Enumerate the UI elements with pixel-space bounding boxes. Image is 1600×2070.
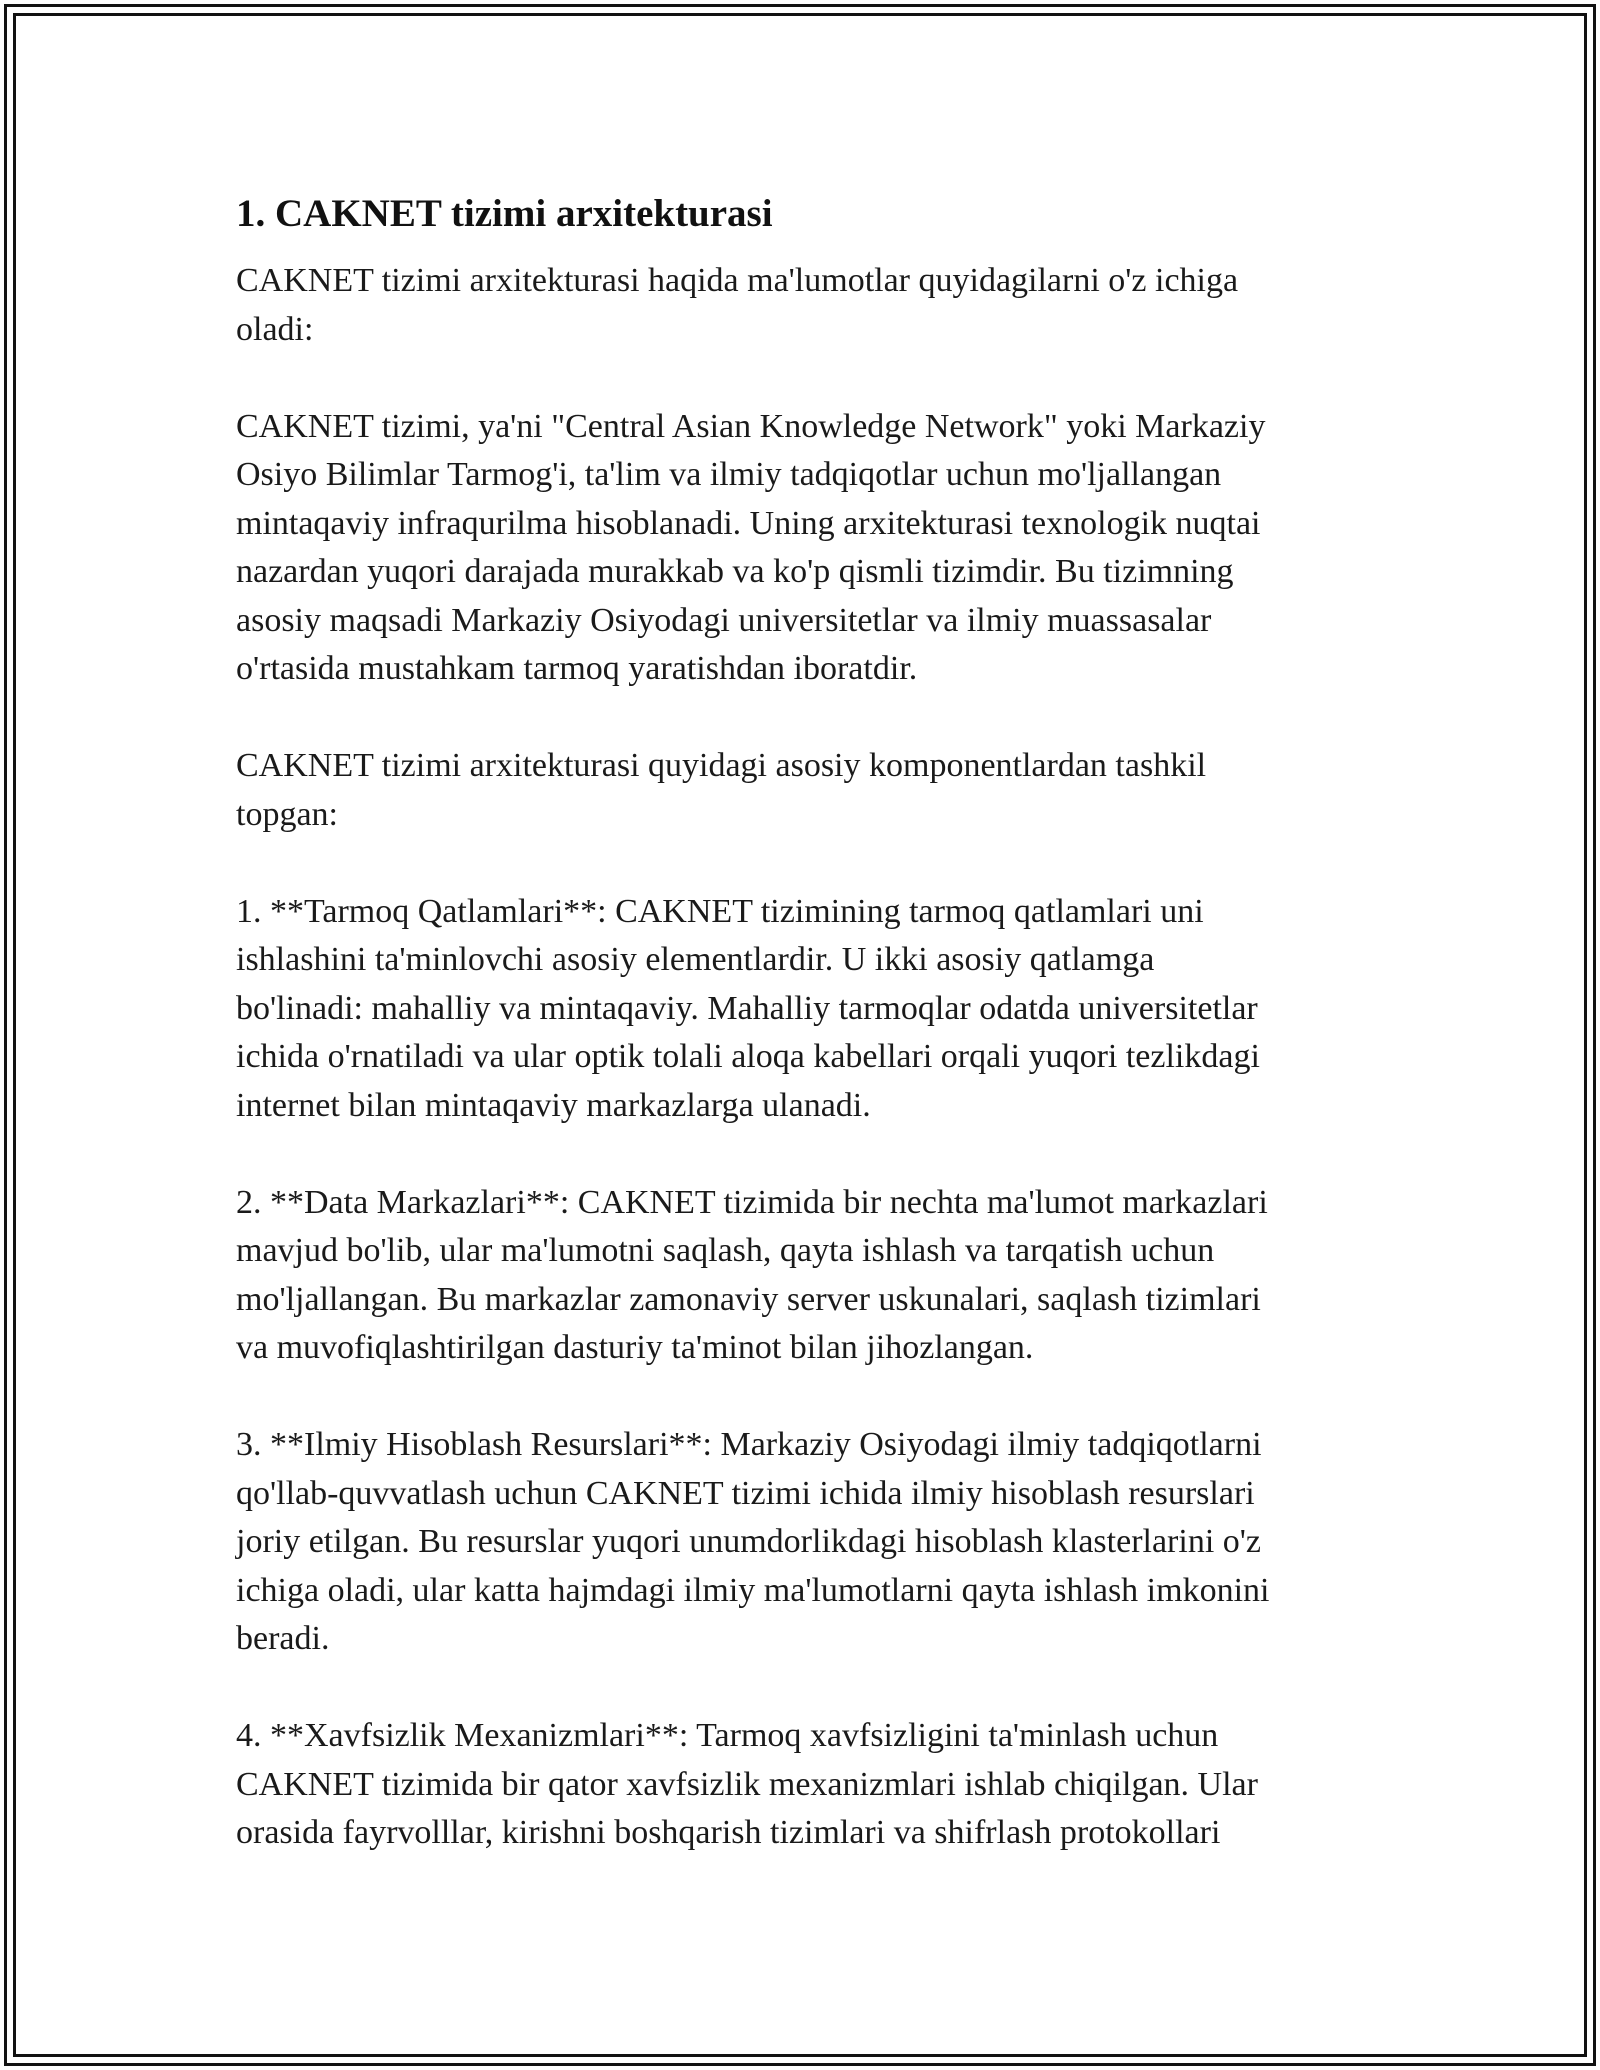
paragraph-intro bbox=[236, 257, 1356, 354]
text-line: bo'linadi: mahalliy va mintaqaviy. Mahalliy tarmoqlar odatda universitetlar bbox=[236, 989, 1258, 1027]
list-item-security-mechanisms bbox=[236, 1712, 1356, 1858]
text-line: qo'llab-quvvatlash uchun CAKNET tizimi ichida ilmiy hisoblash resurslari bbox=[236, 1474, 1255, 1512]
text-line: Osiyo Bilimlar Tarmog'i, ta'lim va ilmiy tadqiqotlar uchun mo'ljallangan bbox=[236, 456, 1222, 493]
text-line: ichiga oladi, ular katta hajmdagi ilmiy ma'lumotlarni qayta ishlash imkonini bbox=[236, 1571, 1270, 1609]
text-line: orasida fayrvolllar, kirishni boshqarish tizimlari va shifrlash protokollari bbox=[236, 1814, 1221, 1851]
text-line: ichida o'rnatiladi va ular optik tolali aloqa kabellari orqali yuqori tezlikdagi bbox=[236, 1038, 1260, 1075]
list-item-data-centers bbox=[236, 1179, 1356, 1373]
text-line: CAKNET tizimida bir qator xavfsizlik mexanizmlari ishlab chiqilgan. Ular bbox=[236, 1765, 1258, 1803]
text-line: mo'ljallangan. Bu markazlar zamonaviy server uskunalari, saqlash tizimlari bbox=[236, 1280, 1261, 1318]
text-line: CAKNET tizimi arxitekturasi haqida ma'lumotlar quyidagilarni o'z ichiga bbox=[236, 262, 1239, 299]
text-line: ishlashini ta'minlovchi asosiy elementlardir. U ikki asosiy qatlamga bbox=[236, 941, 1155, 978]
text-line: joriy etilgan. Bu resurslar yuqori unumdorlikdagi hisoblash klasterlarini o'z bbox=[236, 1523, 1261, 1560]
text-line: oladi: bbox=[236, 310, 314, 348]
list-item-network-layers bbox=[236, 888, 1356, 1131]
section-heading: 1. CAKNET tizimi arxitekturasi bbox=[236, 192, 773, 235]
list-item-computing-resources bbox=[236, 1421, 1356, 1664]
text-line: 2. **Data Markazlari**: CAKNET tizimida bir nechta ma'lumot markazlari bbox=[236, 1183, 1268, 1221]
text-line: mintaqaviy infraqurilma hisoblanadi. Uning arxitekturasi texnologik nuqtai bbox=[236, 504, 1261, 542]
text-line: mavjud bo'lib, ular ma'lumotni saqlash, qayta ishlash va tarqatish uchun bbox=[236, 1232, 1215, 1269]
text-line: asosiy maqsadi Markaziy Osiyodagi universitetlar va ilmiy muassasalar bbox=[236, 601, 1212, 639]
text-line: topgan: bbox=[236, 795, 338, 833]
text-line: beradi. bbox=[236, 1620, 330, 1657]
text-line: CAKNET tizimi, ya'ni "Central Asian Knowledge Network" yoki Markaziy bbox=[236, 407, 1266, 445]
text-line: va muvofiqlashtirilgan dasturiy ta'minot bilan jihozlangan. bbox=[236, 1329, 1034, 1366]
text-line: CAKNET tizimi arxitekturasi quyidagi asosiy komponentlardan tashkil bbox=[236, 747, 1207, 784]
text-line: 3. **Ilmiy Hisoblash Resurslari**: Markaziy Osiyodagi ilmiy tadqiqotlarni bbox=[236, 1426, 1262, 1463]
text-line: nazardan yuqori darajada murakkab va ko'p qismli tizimdir. Bu tizimning bbox=[236, 553, 1234, 590]
text-line: o'rtasida mustahkam tarmoq yaratishdan iboratdir. bbox=[236, 650, 918, 687]
text-line: 1. **Tarmoq Qatlamlari**: CAKNET tizimining tarmoq qatlamlari uni bbox=[236, 892, 1204, 930]
paragraph-overview bbox=[236, 403, 1356, 694]
text-line: internet bilan mintaqaviy markazlarga ulanadi. bbox=[236, 1086, 871, 1124]
text-line: 4. **Xavfsizlik Mexanizmlari**: Tarmoq xavfsizligini ta'minlash uchun bbox=[236, 1717, 1219, 1754]
document-body bbox=[236, 188, 1356, 1906]
paragraph-components-intro bbox=[236, 742, 1356, 839]
